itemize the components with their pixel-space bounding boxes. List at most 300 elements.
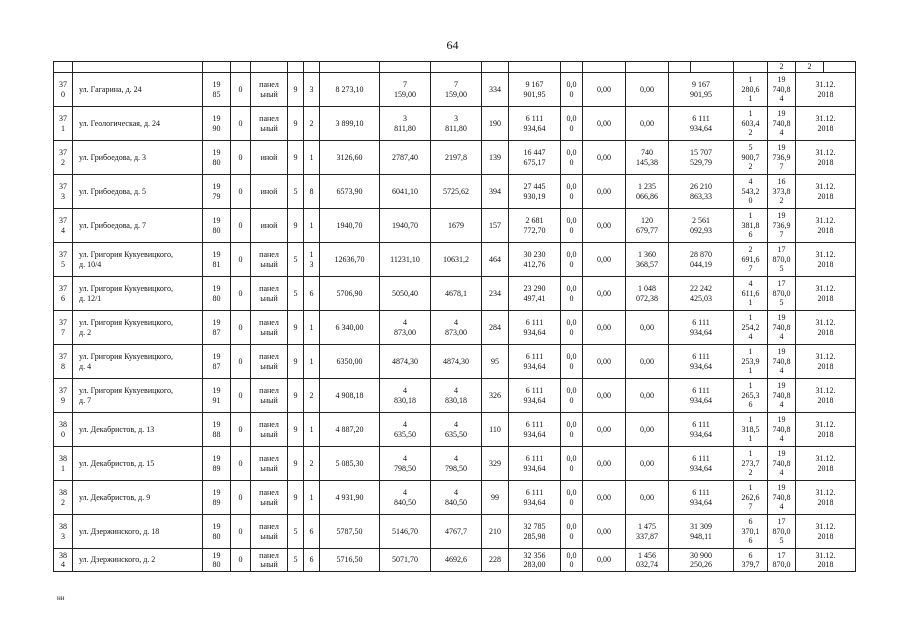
header-cell: 2 <box>796 62 824 73</box>
table-cell: 9 <box>288 73 304 107</box>
table-cell: 31.12. 2018 <box>796 549 856 572</box>
table-cell: 19 740,8 4 <box>768 481 796 515</box>
table-cell: 5716,50 <box>320 549 380 572</box>
header-cell <box>203 62 231 73</box>
table-cell: 0,00 <box>583 447 626 481</box>
table-cell: 190 <box>482 107 509 141</box>
table-cell: 0,0 0 <box>561 243 583 277</box>
table-cell: 0,00 <box>626 481 669 515</box>
address-cell: ул. Дзержинского, д. 18 <box>73 515 203 549</box>
table-cell: 9 <box>288 345 304 379</box>
table-cell: 4 873,00 <box>431 311 482 345</box>
table-row <box>54 481 856 515</box>
table-cell: 9 167 901,95 <box>669 73 734 107</box>
address-cell: ул. Грибоедова, д. 3 <box>73 141 203 175</box>
table-cell: 19 740,8 4 <box>768 379 796 413</box>
table-cell: 8 <box>304 175 320 209</box>
table-cell: 0,0 0 <box>561 175 583 209</box>
header-cell <box>73 62 203 73</box>
table-cell: 110 <box>482 413 509 447</box>
table-cell: 31.12. 2018 <box>796 107 856 141</box>
table-cell: 0 <box>231 481 251 515</box>
address-cell: ул. Декабристов, д. 9 <box>73 481 203 515</box>
address-cell: ул. Геологическая, д. 24 <box>73 107 203 141</box>
header-cell <box>380 62 431 73</box>
table-cell: панел ьный <box>251 379 288 413</box>
table-cell: 0,00 <box>583 175 626 209</box>
table-cell: 0 <box>231 345 251 379</box>
table-cell: 4 873,00 <box>380 311 431 345</box>
table-cell: 157 <box>482 209 509 243</box>
table-cell: 31.12. 2018 <box>796 73 856 107</box>
table-cell: 6 379,7 <box>734 549 768 572</box>
table-cell: 19 81 <box>203 243 231 277</box>
table-cell: панел ьный <box>251 311 288 345</box>
table-cell: 210 <box>482 515 509 549</box>
table-cell: 0,00 <box>583 345 626 379</box>
header-cell <box>251 62 288 73</box>
table-cell: 19 80 <box>203 515 231 549</box>
table-cell: 31.12. 2018 <box>796 413 856 447</box>
table-cell: 38 3 <box>54 515 73 549</box>
table-cell: 6 111 934,64 <box>509 379 561 413</box>
table-row <box>54 447 856 481</box>
table-cell: 1940,70 <box>380 209 431 243</box>
table-cell: 37 1 <box>54 107 73 141</box>
table-cell: 1 456 032,74 <box>626 549 669 572</box>
header-row <box>54 62 856 73</box>
housing-registry-table <box>53 61 856 572</box>
footer-mark: нн <box>57 594 65 602</box>
header-cell <box>583 62 626 73</box>
table-cell: 3 811,80 <box>380 107 431 141</box>
table-cell: 6 <box>304 277 320 311</box>
table-cell: 12636,70 <box>320 243 380 277</box>
header-cell <box>231 62 251 73</box>
table-cell: 9 <box>288 311 304 345</box>
table-cell: 1 280,6 1 <box>734 73 768 107</box>
table-row <box>54 549 856 572</box>
table-cell: 0,0 0 <box>561 447 583 481</box>
table-cell: 1 262,6 7 <box>734 481 768 515</box>
table-cell: 2 691,6 7 <box>734 243 768 277</box>
table-row <box>54 141 856 175</box>
table-cell: 9 <box>288 379 304 413</box>
address-cell: ул. Григория Кукуевицкого, д. 10/4 <box>73 243 203 277</box>
header-cell <box>626 62 669 73</box>
table-cell: панел ьный <box>251 107 288 141</box>
table-cell: 5 <box>288 515 304 549</box>
table-cell: 31.12. 2018 <box>796 311 856 345</box>
table-cell: 228 <box>482 549 509 572</box>
table-cell: 0,0 0 <box>561 413 583 447</box>
table-cell: 1 603,4 2 <box>734 107 768 141</box>
table-cell: иной <box>251 141 288 175</box>
table-cell: иной <box>251 175 288 209</box>
table-cell: панел ьный <box>251 413 288 447</box>
table-cell: 37 8 <box>54 345 73 379</box>
table-cell: 0,0 0 <box>561 277 583 311</box>
table-cell: 9 <box>288 413 304 447</box>
table-cell: 326 <box>482 379 509 413</box>
table-cell: 0 <box>231 73 251 107</box>
table-cell: панел ьный <box>251 345 288 379</box>
table-cell: 0 <box>231 141 251 175</box>
table-cell: 4 635,50 <box>380 413 431 447</box>
table-cell: 19 79 <box>203 175 231 209</box>
table-cell: 0,00 <box>583 141 626 175</box>
table-cell: 1 265,3 6 <box>734 379 768 413</box>
table-cell: 5 <box>288 277 304 311</box>
table-cell: 6 <box>304 549 320 572</box>
table-cell: 1 318,5 1 <box>734 413 768 447</box>
table-cell: 19 90 <box>203 107 231 141</box>
table-cell: 19 87 <box>203 345 231 379</box>
table-cell: 8 273,10 <box>320 73 380 107</box>
table-cell: 31.12. 2018 <box>796 515 856 549</box>
table-cell: 0,00 <box>626 107 669 141</box>
table-cell: 11231,10 <box>380 243 431 277</box>
header-cell <box>304 62 320 73</box>
table-cell: 4 830,18 <box>431 379 482 413</box>
table-cell: 4 830,18 <box>380 379 431 413</box>
table-cell: 4 840,50 <box>380 481 431 515</box>
table-cell: 19 88 <box>203 413 231 447</box>
table-cell: 0 <box>231 515 251 549</box>
table-cell: 28 870 044,19 <box>669 243 734 277</box>
table-cell: 7 159,00 <box>380 73 431 107</box>
table-cell: 6350,00 <box>320 345 380 379</box>
header-cell <box>824 62 856 73</box>
address-cell: ул. Грибоедова, д. 7 <box>73 209 203 243</box>
table-cell: 1 273,7 2 <box>734 447 768 481</box>
table-cell: 1 3 <box>304 243 320 277</box>
table-cell: 7 159,00 <box>431 73 482 107</box>
table-cell: 6 111 934,64 <box>509 447 561 481</box>
table-cell: 5050,40 <box>380 277 431 311</box>
table-cell: панел ьный <box>251 481 288 515</box>
table-cell: 23 290 497,41 <box>509 277 561 311</box>
table-cell: 9 <box>288 141 304 175</box>
table-cell: 0,0 0 <box>561 141 583 175</box>
table-cell: 31.12. 2018 <box>796 447 856 481</box>
address-cell: ул. Гагарина, д. 24 <box>73 73 203 107</box>
table-cell: 0,00 <box>626 413 669 447</box>
table-cell: 0,00 <box>583 549 626 572</box>
table-cell: 4678,1 <box>431 277 482 311</box>
table-cell: 31.12. 2018 <box>796 209 856 243</box>
table-row <box>54 73 856 107</box>
table-cell: 139 <box>482 141 509 175</box>
table-cell: 9 <box>288 447 304 481</box>
table-cell: 329 <box>482 447 509 481</box>
table-cell: 4692,6 <box>431 549 482 572</box>
table-cell: панел ьный <box>251 447 288 481</box>
table-cell: 1 <box>304 413 320 447</box>
table-cell: 19 91 <box>203 379 231 413</box>
table-cell: 19 740,8 4 <box>768 447 796 481</box>
table-cell: 38 2 <box>54 481 73 515</box>
address-cell: ул. Дзержинского, д. 2 <box>73 549 203 572</box>
table-cell: 37 6 <box>54 277 73 311</box>
table-cell: 19 89 <box>203 447 231 481</box>
table-cell: 0 <box>231 447 251 481</box>
table-cell: 6 111 934,64 <box>669 107 734 141</box>
table-cell: 37 3 <box>54 175 73 209</box>
table-cell: 1 <box>304 209 320 243</box>
table-cell: 19 89 <box>203 481 231 515</box>
address-cell: ул. Декабристов, д. 13 <box>73 413 203 447</box>
table-cell: 0,0 0 <box>561 209 583 243</box>
table-cell: 0 <box>231 243 251 277</box>
table-cell: панел ьный <box>251 515 288 549</box>
table-cell: 1940,70 <box>320 209 380 243</box>
table-cell: 19 736,9 7 <box>768 209 796 243</box>
table-cell: 19 740,8 4 <box>768 413 796 447</box>
table-cell: 19 740,8 4 <box>768 311 796 345</box>
table-cell: 0 <box>231 379 251 413</box>
address-cell: ул. Григория Кукуевицкого, д. 7 <box>73 379 203 413</box>
table-cell: 5725,62 <box>431 175 482 209</box>
table-cell: 1 475 337,87 <box>626 515 669 549</box>
table-cell: 1 <box>304 345 320 379</box>
table-cell: 27 445 930,19 <box>509 175 561 209</box>
table-row <box>54 413 856 447</box>
table-cell: 464 <box>482 243 509 277</box>
table-cell: 3 <box>304 73 320 107</box>
table-cell: 19 80 <box>203 549 231 572</box>
table-cell: 0,0 0 <box>561 73 583 107</box>
table-cell: 6 111 934,64 <box>669 447 734 481</box>
table-cell: 0,00 <box>583 379 626 413</box>
table-cell: 31.12. 2018 <box>796 277 856 311</box>
table-cell: 31.12. 2018 <box>796 243 856 277</box>
table-cell: 6 111 934,64 <box>669 481 734 515</box>
table-cell: 0,00 <box>626 447 669 481</box>
table-cell: 37 7 <box>54 311 73 345</box>
table-cell: 19 80 <box>203 141 231 175</box>
table-cell: 6 111 934,64 <box>669 345 734 379</box>
table-cell: 0 <box>231 549 251 572</box>
table-cell: 1 <box>304 141 320 175</box>
table-cell: 19 87 <box>203 311 231 345</box>
table-cell: 37 5 <box>54 243 73 277</box>
table-cell: панел ьный <box>251 277 288 311</box>
table-cell: 0,00 <box>583 243 626 277</box>
table-cell: 6 111 934,64 <box>669 379 734 413</box>
table-cell: 0,0 0 <box>561 345 583 379</box>
table-cell: 1 360 368,57 <box>626 243 669 277</box>
table-cell: 0,00 <box>583 515 626 549</box>
table-cell: 31.12. 2018 <box>796 345 856 379</box>
table-row <box>54 243 856 277</box>
table-cell: 0,0 0 <box>561 481 583 515</box>
table-cell: 16 447 675,17 <box>509 141 561 175</box>
table-cell: 2 <box>304 107 320 141</box>
table-cell: 740 145,38 <box>626 141 669 175</box>
table-cell: 0 <box>231 277 251 311</box>
table-cell: 5146,70 <box>380 515 431 549</box>
table-cell: 394 <box>482 175 509 209</box>
header-cell <box>320 62 380 73</box>
table-cell: 0 <box>231 175 251 209</box>
table-cell: 5 <box>288 175 304 209</box>
table-cell: 3126,60 <box>320 141 380 175</box>
table-cell: 0 <box>231 107 251 141</box>
table-cell: 17 870,0 <box>768 549 796 572</box>
table-cell: 6 111 934,64 <box>509 311 561 345</box>
table-cell: 32 356 283,00 <box>509 549 561 572</box>
table-cell: 4874,30 <box>380 345 431 379</box>
table-cell: 0,00 <box>583 311 626 345</box>
table-cell: 4874,30 <box>431 345 482 379</box>
table-cell: 6 370,1 6 <box>734 515 768 549</box>
table-cell: 0,00 <box>626 311 669 345</box>
table-cell: 10631,2 <box>431 243 482 277</box>
table-cell: 0 <box>231 209 251 243</box>
table-cell: 2 681 772,70 <box>509 209 561 243</box>
header-cell: 2 <box>768 62 796 73</box>
table-cell: 4 635,50 <box>431 413 482 447</box>
table-cell: 99 <box>482 481 509 515</box>
address-cell: ул. Декабристов, д. 15 <box>73 447 203 481</box>
table-cell: 0,00 <box>583 73 626 107</box>
table-cell: 26 210 863,33 <box>669 175 734 209</box>
table-cell: 19 736,9 7 <box>768 141 796 175</box>
table-cell: 4 840,50 <box>431 481 482 515</box>
table-cell: 2197,8 <box>431 141 482 175</box>
table-cell: 0 <box>231 413 251 447</box>
header-cell <box>54 62 73 73</box>
header-cell <box>482 62 509 73</box>
table-cell: 38 0 <box>54 413 73 447</box>
table-cell: 0,0 0 <box>561 549 583 572</box>
table-cell: 31 309 948,11 <box>669 515 734 549</box>
table-cell: 1 <box>304 481 320 515</box>
table-row <box>54 379 856 413</box>
table-cell: 37 4 <box>54 209 73 243</box>
table-cell: 5706,90 <box>320 277 380 311</box>
header-cell <box>561 62 583 73</box>
table-cell: 31.12. 2018 <box>796 481 856 515</box>
table-cell: 6041,10 <box>380 175 431 209</box>
table-cell: 37 9 <box>54 379 73 413</box>
table-cell: 19 740,8 4 <box>768 345 796 379</box>
table-cell: 0 <box>231 311 251 345</box>
table-cell: 6 111 934,64 <box>509 481 561 515</box>
table-cell: 19 740,8 4 <box>768 73 796 107</box>
address-cell: ул. Григория Кукуевицкого, д. 4 <box>73 345 203 379</box>
table-cell: 5071,70 <box>380 549 431 572</box>
table-cell: 234 <box>482 277 509 311</box>
table-cell: 0,00 <box>626 379 669 413</box>
table-cell: 6 111 934,64 <box>509 413 561 447</box>
table-cell: 9 <box>288 107 304 141</box>
table-cell: 5 <box>288 549 304 572</box>
table-cell: 17 870,0 5 <box>768 277 796 311</box>
table-cell: иной <box>251 209 288 243</box>
table-cell: 2 561 092,93 <box>669 209 734 243</box>
table-cell: 0,0 0 <box>561 515 583 549</box>
header-cell <box>734 62 768 73</box>
table-row <box>54 515 856 549</box>
table-row <box>54 345 856 379</box>
table-cell: 3 899,10 <box>320 107 380 141</box>
table-cell: 4 798,50 <box>380 447 431 481</box>
table-cell: 16 373,8 2 <box>768 175 796 209</box>
header-cell <box>509 62 561 73</box>
table-cell: 17 870,0 5 <box>768 243 796 277</box>
table-cell: 4 887,20 <box>320 413 380 447</box>
table-cell: 4 543,2 0 <box>734 175 768 209</box>
table-cell: 6 111 934,64 <box>669 311 734 345</box>
table-cell: 6 111 934,64 <box>509 107 561 141</box>
table-cell: 31.12. 2018 <box>796 175 856 209</box>
table-cell: 9 <box>288 209 304 243</box>
table-cell: 0,00 <box>583 277 626 311</box>
table-cell: 4 908,18 <box>320 379 380 413</box>
table-cell: 30 900 250,26 <box>669 549 734 572</box>
table-cell: 0,00 <box>626 345 669 379</box>
table-cell: 4 611,6 1 <box>734 277 768 311</box>
table-cell: 4 798,50 <box>431 447 482 481</box>
table-cell: 6 340,00 <box>320 311 380 345</box>
table-cell: 2787,40 <box>380 141 431 175</box>
table-cell: 9 167 901,95 <box>509 73 561 107</box>
page-number: 64 <box>446 38 459 52</box>
table-cell: 31.12. 2018 <box>796 379 856 413</box>
table-cell: 0,00 <box>583 209 626 243</box>
table-cell: 334 <box>482 73 509 107</box>
table-cell: 5 <box>288 243 304 277</box>
table-cell: 5 085,30 <box>320 447 380 481</box>
table-row <box>54 175 856 209</box>
table-cell: 3 811,80 <box>431 107 482 141</box>
address-cell: ул. Григория Кукуевицкого, д. 2 <box>73 311 203 345</box>
table-cell: 5787,50 <box>320 515 380 549</box>
table-row <box>54 277 856 311</box>
table-cell: 19 80 <box>203 209 231 243</box>
table-cell: 0,0 0 <box>561 379 583 413</box>
table-cell: 0,00 <box>626 73 669 107</box>
table-cell: 1 <box>304 311 320 345</box>
table-cell: 15 707 529,79 <box>669 141 734 175</box>
table-cell: панел ьный <box>251 243 288 277</box>
table-cell: 9 <box>288 481 304 515</box>
table-cell: 19 740,8 4 <box>768 107 796 141</box>
table-cell: 19 85 <box>203 73 231 107</box>
table-cell: 4 931,90 <box>320 481 380 515</box>
table-cell: 31.12. 2018 <box>796 141 856 175</box>
table-cell: 1 381,8 6 <box>734 209 768 243</box>
table-cell: 32 785 285,98 <box>509 515 561 549</box>
table-row <box>54 107 856 141</box>
table-cell: панел ьный <box>251 549 288 572</box>
table-cell: 2 <box>304 379 320 413</box>
address-cell: ул. Григория Кукуевицкого, д. 12/1 <box>73 277 203 311</box>
table-cell: 120 679,77 <box>626 209 669 243</box>
table-cell: панел ьный <box>251 73 288 107</box>
table-cell: 37 0 <box>54 73 73 107</box>
table-cell: 6 111 934,64 <box>509 345 561 379</box>
table-cell: 95 <box>482 345 509 379</box>
table-cell: 0,00 <box>583 413 626 447</box>
header-cell <box>691 62 734 73</box>
table-cell: 1 048 072,38 <box>626 277 669 311</box>
table-cell: 38 4 <box>54 549 73 572</box>
table-cell: 6 <box>304 515 320 549</box>
table-cell: 0,00 <box>583 481 626 515</box>
